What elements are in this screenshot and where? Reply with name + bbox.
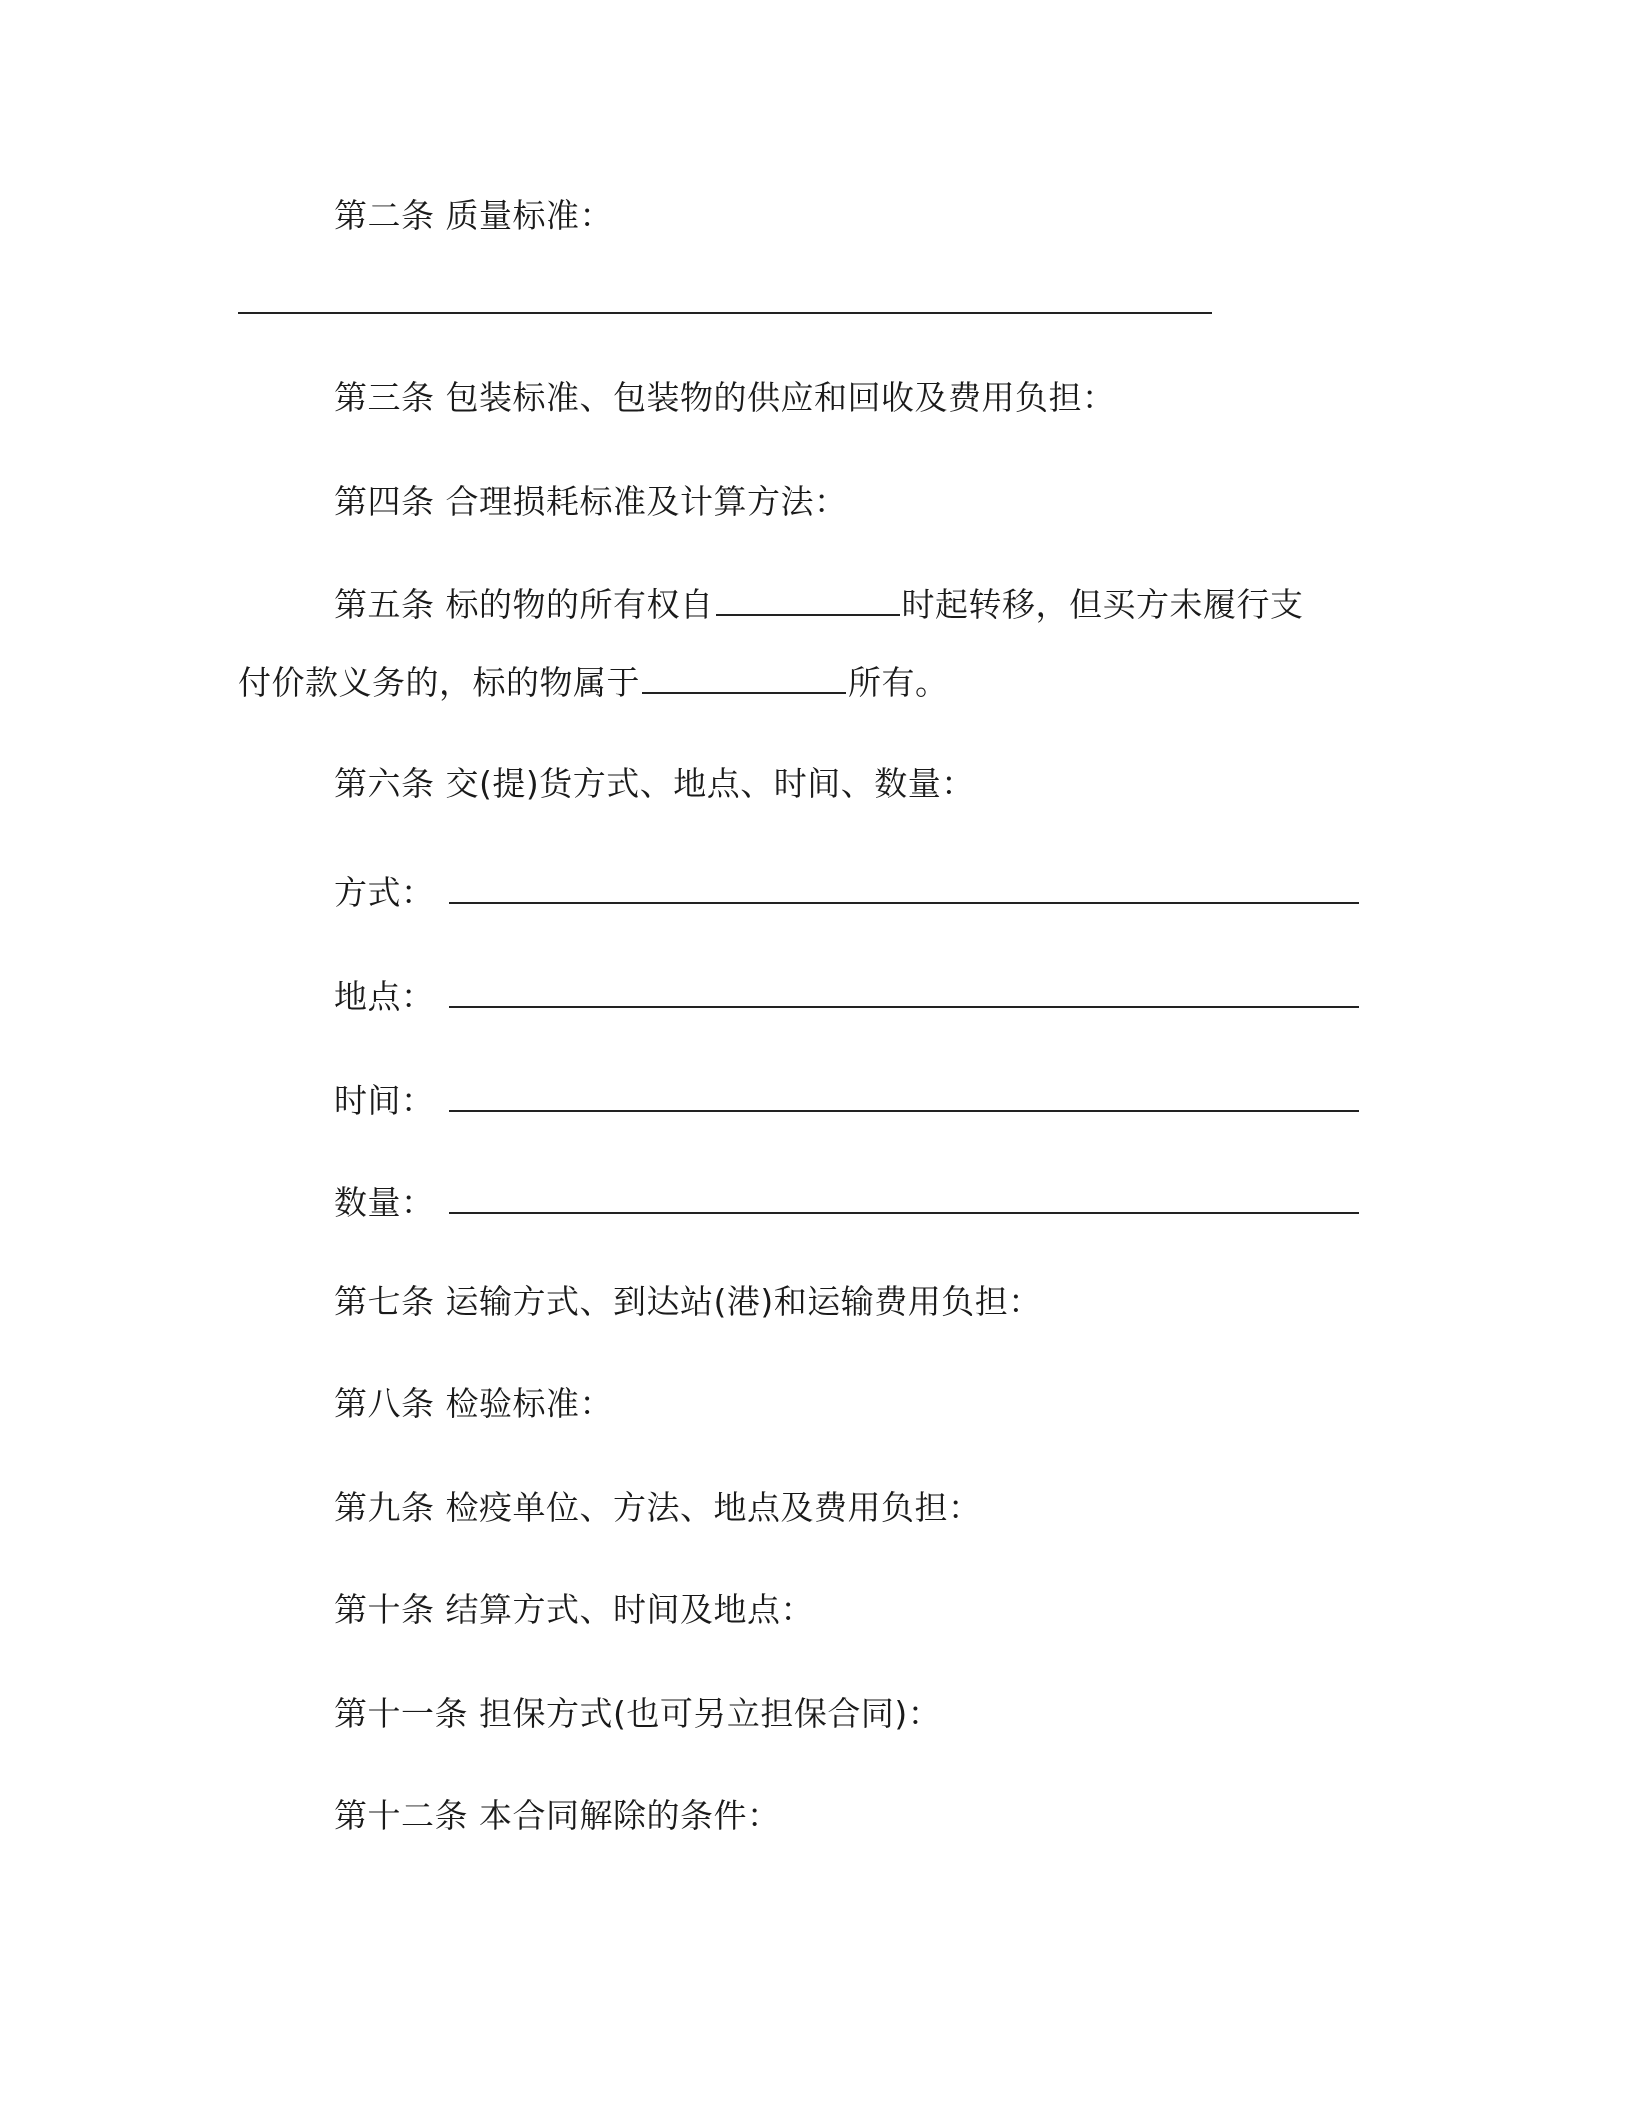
field-method-label: 方式：: [334, 873, 435, 912]
field-method-blank: [449, 872, 1359, 904]
article-5-ownership-line2: [238, 662, 949, 703]
field-quantity: [334, 1182, 1359, 1223]
field-time: [334, 1080, 1359, 1121]
article-3-packaging: 第三条 包装标准、包装物的供应和回收及费用负担：: [334, 378, 1116, 417]
article-7-transport: 第七条 运输方式、到达站(港)和运输费用负担：: [334, 1282, 1042, 1321]
article-8-inspection-standard: 第八条 检验标准：: [334, 1384, 613, 1423]
field-time-blank: [449, 1080, 1359, 1112]
article-5-ownership-line1: [334, 584, 1304, 625]
field-time-label: 时间：: [334, 1081, 435, 1120]
field-place: [334, 976, 1359, 1017]
article-5-text-b: 时起转移，但买方未履行支: [901, 585, 1304, 624]
quality-standard-blank-line: [238, 312, 1212, 314]
article-9-quarantine: 第九条 检疫单位、方法、地点及费用负担：: [334, 1488, 982, 1527]
ownership-time-blank: [716, 584, 900, 616]
article-11-guarantee: 第十一条 担保方式(也可另立担保合同)：: [334, 1694, 942, 1733]
article-12-termination: 第十二条 本合同解除的条件：: [334, 1796, 781, 1835]
field-quantity-blank: [449, 1182, 1359, 1214]
article-10-settlement: 第十条 结算方式、时间及地点：: [334, 1590, 814, 1629]
article-2-quality-standard: 第二条 质量标准：: [334, 196, 613, 235]
article-5-text-d: 所有。: [848, 663, 949, 702]
ownership-party-blank: [642, 662, 846, 694]
article-5-text-a: 第五条 标的物的所有权自: [334, 585, 714, 624]
field-place-label: 地点：: [334, 977, 435, 1016]
article-6-delivery: 第六条 交(提)货方式、地点、时间、数量：: [334, 764, 975, 803]
field-place-blank: [449, 976, 1359, 1008]
article-4-loss-standard: 第四条 合理损耗标准及计算方法：: [334, 482, 848, 521]
field-method: [334, 872, 1359, 913]
article-5-text-c: 付价款义务的，标的物属于: [238, 663, 640, 702]
field-quantity-label: 数量：: [334, 1183, 435, 1222]
